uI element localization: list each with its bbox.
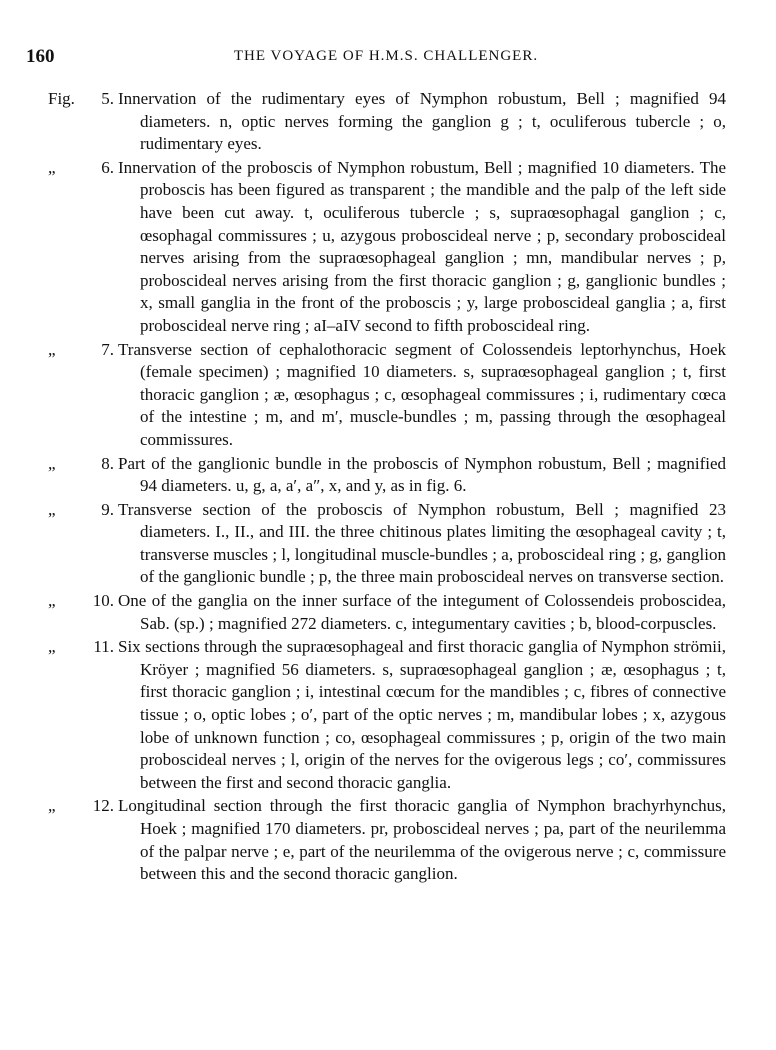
figure-number: 6.	[101, 157, 114, 177]
caption-text: Innervation of the rudimentary eyes of Nymphon robustum, Bell ; magnified 94 diameters. n, optic nerves forming the ganglion g ; t, oculiferous tubercle ; o, rudimentary eyes.	[118, 89, 726, 154]
figure-number: 12.	[92, 796, 114, 816]
figure-number: 9.	[101, 499, 114, 519]
figure-number: 5.	[101, 89, 114, 108]
caption-text: One of the ganglia on the inner surface of the integument of Colossendeis proboscidea, Sab. (sp.) ; magnified 272 diameters. c, integumentary cavities ; b, blood-corpuscles.	[118, 591, 726, 633]
caption-entry	[0, 88, 776, 156]
figure-number: 11.	[93, 637, 114, 657]
caption-entry	[0, 453, 776, 498]
caption-entry	[0, 590, 776, 635]
caption-entry	[0, 157, 776, 338]
figure-number: 10.	[92, 591, 114, 611]
figure-number: 7.	[101, 339, 114, 359]
caption-text: Transverse section of cephalothoracic segment of Colossendeis leptorhynchus, Hoek (female specimen) ; magnified 10 diameters. s, supraœsophageal ganglion ; t, first thoracic ganglion ; æ, œsophagus ; c, œsophageal commissures ; i, rudimentary cœca of the intestine ; m, and m′, muscle-bundles ; m, passing through the œsophageal commissures.	[118, 339, 726, 449]
caption-text: Innervation of the proboscis of Nymphon robustum, Bell ; magnified 10 diameters. The proboscis has been figured as transparent ; the mandible and the palp of the left side have been cut away. t, oculiferous tubercle ; s, supraœsophagal ganglion ; c, œsophagal commissures ; u, azygous proboscideal nerve ; p, secondary proboscideal nerves arising from the supraœsophageal ganglion ; mn, mandibular nerves ; p, proboscideal nerves arising from the first thoracic ganglion ; g, ganglionic bundles ; x, small ganglia in the front of the proboscis ; y, large proboscideal ganglia ; a, first proboscideal nerve ring ; aI–aIV second to fifth proboscideal ring.	[118, 157, 726, 335]
page-header	[26, 46, 746, 70]
caption-prefix: „	[48, 796, 56, 816]
caption-entry	[0, 499, 776, 589]
running-head: THE VOYAGE OF H.M.S. CHALLENGER.	[233, 48, 539, 64]
caption-text: Longitudinal section through the first thoracic ganglia of Nymphon brachyrhynchus, Hoek ; magnified 170 diameters. pr, proboscideal nerves ; pa, part of the neurilemma of the palpar nerve ; e, part of the neurilemma of the ovigerous nerve ; c, commissure between this and the second thoracic ganglion.	[118, 796, 726, 884]
caption-prefix: „	[48, 591, 56, 611]
caption-prefix: „	[48, 157, 56, 177]
caption-prefix: „	[48, 637, 56, 657]
page-number: 160	[26, 46, 55, 67]
caption-text: Transverse section of the proboscis of Nymphon robustum, Bell ; magnified 23 diameters. I., II., and III. the three chitinous plates limiting the œsophageal cavity ; t, transverse muscles ; l, longitudinal muscle-bundles ; a, proboscideal ring ; g, ganglion of the ganglionic bundle ; p, the three main proboscideal nerves on transverse section.	[118, 499, 726, 587]
caption-entry	[0, 795, 776, 885]
caption-text: Part of the ganglionic bundle in the proboscis of Nymphon robustum, Bell ; magnified 94 diameters. u, g, a, a′, a″, x, and y, as in fig. 6.	[118, 453, 726, 496]
figure-captions	[0, 88, 776, 887]
caption-entry	[0, 339, 776, 452]
caption-entry	[0, 636, 776, 794]
caption-prefix: „	[48, 499, 56, 519]
caption-prefix: „	[48, 339, 56, 359]
caption-text: Six sections through the supraœsophageal and first thoracic ganglia of Nymphon strömii, Kröyer ; magnified 56 diameters. s, supraœsophageal ganglion ; æ, œsophagus ; t, first thoracic ganglion ; i, intestinal cœcum for the mandibles ; c, fibres of connective tissue ; o, optic lobes ; o′, part of the optic nerves ; m, mandibular lobes ; x, azygous lobe of unknown function ; co, œsophageal commissures ; p, origin of the two main proboscideal nerves ; l, origin of the nerves for the ovigerous legs ; co′, commissures between the first and second thoracic ganglia.	[118, 637, 726, 792]
caption-prefix: Fig.	[48, 89, 75, 108]
figure-number: 8.	[101, 453, 114, 473]
caption-prefix: „	[48, 453, 56, 473]
